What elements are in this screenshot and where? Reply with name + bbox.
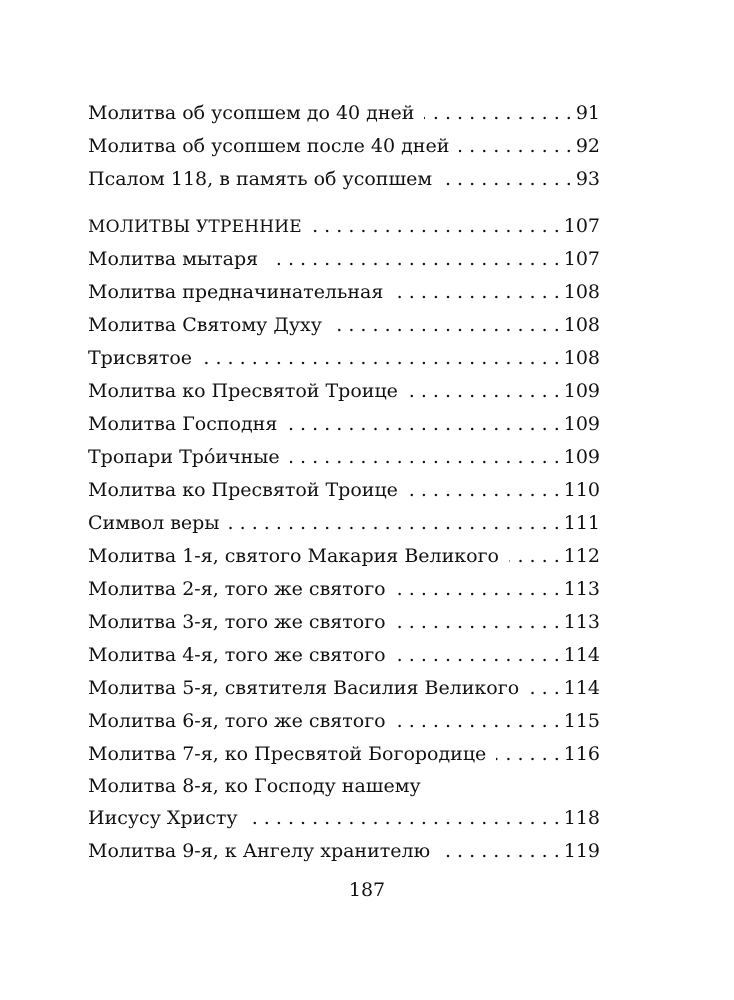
toc-entry-page: 108 bbox=[563, 281, 600, 303]
leader-dots bbox=[396, 573, 560, 606]
toc-entry bbox=[88, 639, 600, 672]
leader-dots bbox=[312, 210, 560, 243]
toc-entry-title: Трисвятое bbox=[88, 347, 193, 369]
section-page: 107 bbox=[563, 215, 600, 237]
leader-dots bbox=[529, 672, 560, 705]
toc-entry-title: Молитва Святому Духу bbox=[88, 314, 322, 336]
toc-entry bbox=[88, 474, 600, 507]
leader-dots bbox=[459, 130, 571, 163]
toc-entry bbox=[88, 705, 600, 738]
toc-entry bbox=[88, 130, 600, 163]
toc-entry-page: 108 bbox=[563, 314, 600, 336]
toc-entry-page: 115 bbox=[563, 710, 600, 732]
toc-entry-title: Молитва предначинательная bbox=[88, 281, 384, 303]
toc-entry-title: Символ веры bbox=[88, 512, 220, 534]
toc-entry-page: 109 bbox=[563, 413, 600, 435]
toc-entry-title: Псалом 118, в память об усопшем bbox=[88, 168, 433, 190]
toc-entry-page: 91 bbox=[575, 102, 600, 124]
toc-entry-page: 108 bbox=[563, 347, 600, 369]
toc-entry-page: 119 bbox=[563, 840, 600, 862]
toc-entry-multiline bbox=[88, 771, 600, 835]
toc-entry bbox=[88, 243, 600, 276]
toc-entry-page: 114 bbox=[563, 677, 600, 699]
toc-entry bbox=[88, 375, 600, 408]
toc-entry bbox=[88, 672, 600, 705]
toc-entry-title-line1: Молитва 8-я, ко Господу нашему bbox=[88, 775, 421, 797]
section-spacer bbox=[88, 196, 600, 210]
leader-dots bbox=[396, 606, 560, 639]
toc-entry-title: Молитва 3-я, того же святого bbox=[88, 611, 386, 633]
leader-dots bbox=[509, 540, 560, 573]
toc-entry-title: Молитва 2-я, того же святого bbox=[88, 578, 386, 600]
toc-entry bbox=[88, 507, 600, 540]
toc-entry-title: Молитва 7-я, ко Пресвятой Богородице bbox=[88, 743, 487, 765]
toc-entry-title: Молитва ко Пресвятой Троице bbox=[88, 479, 398, 501]
toc-entry bbox=[88, 540, 600, 573]
leader-dots bbox=[202, 342, 560, 375]
toc-entry-page: 113 bbox=[563, 578, 600, 600]
toc-entry bbox=[88, 309, 600, 342]
toc-entry-page: 110 bbox=[563, 479, 600, 501]
toc-entry-page: 92 bbox=[575, 135, 600, 157]
toc-entry bbox=[88, 408, 600, 441]
toc-entry-title: Молитва ко Пресвятой Троице bbox=[88, 380, 398, 402]
toc-entry-title: Молитва 5-я, святителя Василия Великого bbox=[88, 677, 520, 699]
toc-entry-title: Молитва 9-я, к Ангелу хранителю bbox=[88, 840, 431, 862]
toc-entry bbox=[88, 835, 600, 868]
toc-entry-page: 112 bbox=[563, 545, 600, 567]
leader-dots bbox=[408, 375, 560, 408]
toc-section-heading bbox=[88, 210, 600, 243]
leader-dots bbox=[332, 309, 560, 342]
toc-entry-page: 111 bbox=[563, 512, 600, 534]
leader-dots bbox=[287, 408, 559, 441]
leader-dots bbox=[396, 639, 560, 672]
table-of-contents bbox=[88, 97, 600, 868]
leader-dots bbox=[440, 835, 560, 868]
leader-dots bbox=[248, 802, 560, 835]
toc-entry-title: Тропари Тро́ичные bbox=[88, 446, 280, 468]
toc-entry bbox=[88, 342, 600, 375]
toc-entry-page: 116 bbox=[563, 743, 600, 765]
leader-dots bbox=[290, 441, 560, 474]
toc-entry-title: Молитва об усопшем после 40 дней bbox=[88, 135, 450, 157]
page-number: 187 bbox=[348, 879, 386, 901]
toc-entry bbox=[88, 97, 600, 130]
toc-entry-page: 113 bbox=[563, 611, 600, 633]
toc-entry-page: 118 bbox=[563, 807, 600, 829]
leader-dots bbox=[229, 507, 559, 540]
toc-entry bbox=[88, 738, 600, 771]
toc-entry-page: 93 bbox=[575, 168, 600, 190]
toc-entry-title-line2: Иисусу Христу bbox=[88, 807, 238, 829]
toc-entry-title: Молитва об усопшем до 40 дней bbox=[88, 102, 415, 124]
leader-dots bbox=[268, 243, 560, 276]
toc-entry bbox=[88, 276, 600, 309]
toc-entry-page: 109 bbox=[563, 380, 600, 402]
leader-dots bbox=[408, 474, 560, 507]
toc-entry-page: 109 bbox=[563, 446, 600, 468]
leader-dots bbox=[393, 276, 559, 309]
toc-entry-page: 107 bbox=[563, 248, 600, 270]
toc-entry bbox=[88, 441, 600, 474]
leader-dots bbox=[396, 705, 560, 738]
toc-entry-title: Молитва мытаря bbox=[88, 248, 259, 270]
leader-dots bbox=[496, 738, 559, 771]
toc-entry-line2 bbox=[88, 802, 600, 835]
toc-entry-title: Молитва 1-я, святого Макария Великого bbox=[88, 545, 499, 567]
section-title: МОЛИТВЫ УТРЕННИЕ bbox=[88, 217, 302, 237]
toc-entry bbox=[88, 573, 600, 606]
toc-entry-title: Молитва 6-я, того же святого bbox=[88, 710, 386, 732]
toc-entry bbox=[88, 163, 600, 196]
toc-entry bbox=[88, 606, 600, 639]
toc-entry-title: Молитва 4-я, того же святого bbox=[88, 644, 386, 666]
leader-dots bbox=[424, 97, 571, 130]
toc-entry-page: 114 bbox=[563, 644, 600, 666]
toc-entry-title: Молитва Господня bbox=[88, 413, 278, 435]
leader-dots bbox=[442, 163, 572, 196]
